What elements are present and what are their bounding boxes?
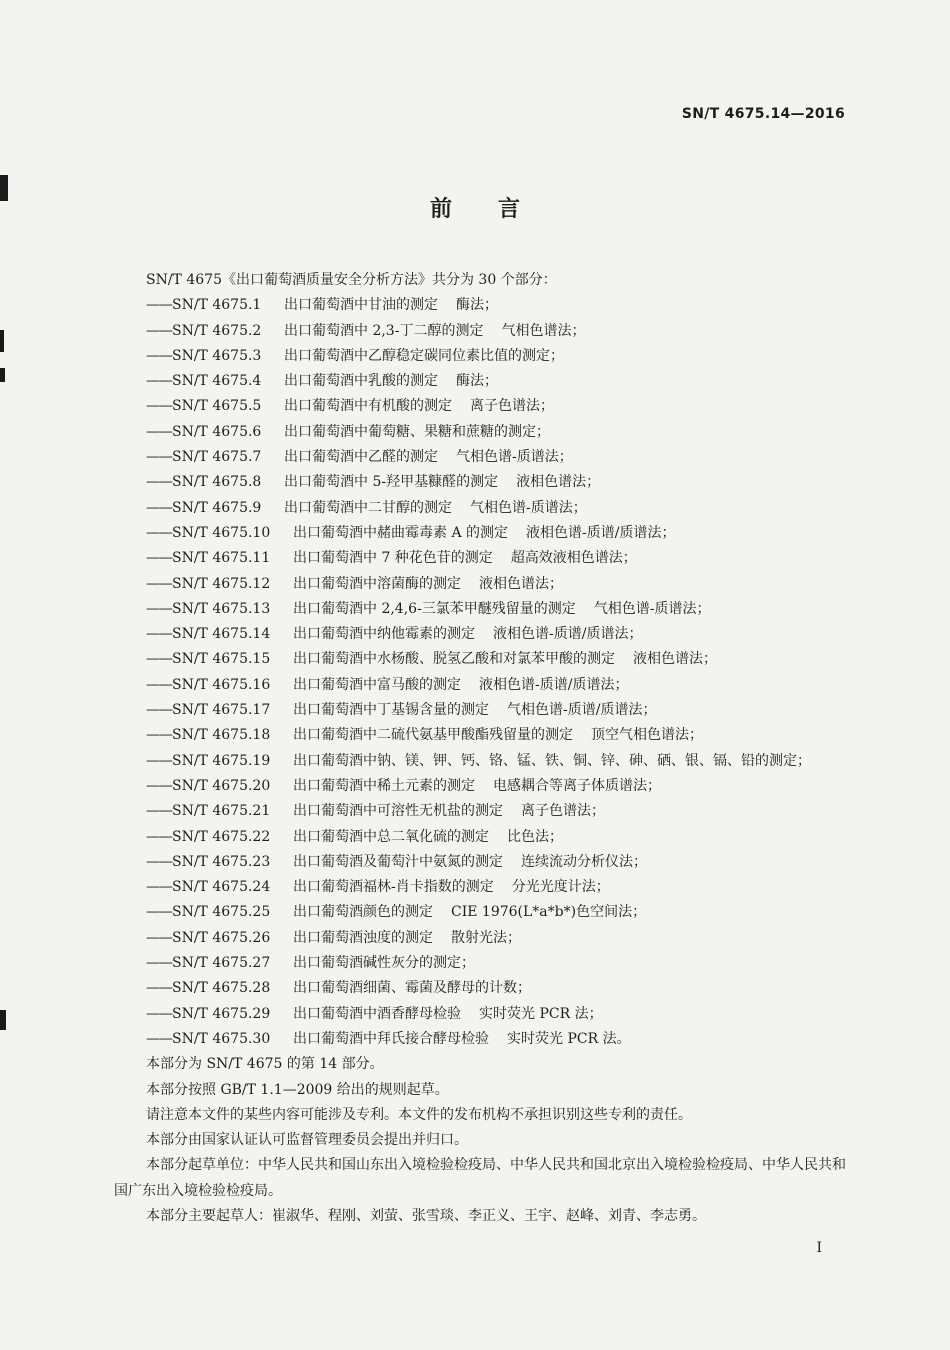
part-code: SN/T 4675.2	[172, 322, 262, 339]
part-code: SN/T 4675.24	[172, 879, 271, 896]
part-code: SN/T 4675.23	[172, 853, 271, 870]
part-dash: ——	[146, 702, 172, 719]
part-name: 出口葡萄酒中钠、镁、钾、钙、铬、锰、铁、铜、锌、砷、硒、银、镉、铅的测定；	[293, 752, 811, 769]
part-item	[114, 445, 854, 470]
foreword-paragraph: 本部分按照 GB/T 1.1—2009 给出的规则起草。	[146, 1081, 449, 1098]
part-method: 液相色谱法；	[633, 651, 717, 668]
part-name: 出口葡萄酒福林-肖卡指数的测定	[293, 879, 494, 896]
part-code: SN/T 4675.8	[172, 474, 262, 491]
part-dash: ——	[146, 727, 172, 744]
part-dash: ——	[146, 524, 172, 541]
part-item	[114, 850, 854, 875]
part-name: 出口葡萄酒中甘油的测定	[284, 297, 438, 314]
part-name: 出口葡萄酒中酒香酵母检验	[293, 1005, 461, 1022]
part-method: 离子色谱法；	[470, 398, 554, 415]
part-method: 超高效液相色谱法；	[510, 550, 637, 567]
part-code: SN/T 4675.14	[172, 626, 271, 643]
part-name: 出口葡萄酒中 2,4,6-三氯苯甲醚残留量的测定	[293, 600, 576, 617]
binding-mark	[0, 1010, 6, 1030]
part-code: SN/T 4675.15	[172, 651, 271, 668]
part-code: SN/T 4675.27	[172, 955, 271, 972]
part-item	[114, 799, 854, 824]
part-code: SN/T 4675.13	[172, 600, 271, 617]
part-name: 出口葡萄酒中溶菌酶的测定	[293, 575, 461, 592]
part-name: 出口葡萄酒中拜氏接合酵母检验	[293, 1030, 489, 1047]
part-name: 出口葡萄酒中葡萄糖、果糖和蔗糖的测定；	[284, 423, 550, 440]
part-dash: ——	[146, 803, 172, 820]
part-dash: ——	[146, 1005, 172, 1022]
part-name: 出口葡萄酒碱性灰分的测定；	[293, 955, 475, 972]
part-item	[114, 976, 854, 1001]
part-item	[114, 723, 854, 748]
part-name: 出口葡萄酒及葡萄汁中氨氮的测定	[293, 853, 503, 870]
part-item	[114, 1027, 854, 1052]
part-dash: ——	[146, 373, 172, 390]
page-title: 前言	[429, 197, 566, 222]
part-dash: ——	[146, 575, 172, 592]
part-code: SN/T 4675.25	[172, 904, 271, 921]
part-item	[114, 369, 854, 394]
part-code: SN/T 4675.7	[172, 449, 262, 466]
standard-code: SN/T 4675.14—2016	[681, 106, 845, 122]
part-method: 酶法；	[456, 297, 498, 314]
part-name: 出口葡萄酒中乙醇稳定碳同位素比值的测定；	[284, 347, 564, 364]
part-method: 液相色谱法；	[479, 575, 563, 592]
part-item	[114, 774, 854, 799]
part-code: SN/T 4675.28	[172, 980, 271, 997]
part-method: 液相色谱-质谱/质谱法；	[526, 524, 676, 541]
part-item	[114, 900, 854, 925]
parts-list	[114, 293, 854, 1052]
part-item	[114, 470, 854, 495]
part-code: SN/T 4675.12	[172, 575, 271, 592]
part-dash: ——	[146, 626, 172, 643]
part-code: SN/T 4675.20	[172, 777, 271, 794]
part-dash: ——	[146, 879, 172, 896]
part-dash: ——	[146, 322, 172, 339]
part-name: 出口葡萄酒颜色的测定	[293, 904, 433, 921]
part-dash: ——	[146, 297, 172, 314]
part-dash: ——	[146, 550, 172, 567]
part-dash: ——	[146, 980, 172, 997]
part-code: SN/T 4675.6	[172, 423, 262, 440]
part-dash: ——	[146, 474, 172, 491]
part-item	[114, 496, 854, 521]
part-dash: ——	[146, 651, 172, 668]
part-dash: ——	[146, 1030, 172, 1047]
part-name: 出口葡萄酒中乳酸的测定	[284, 373, 438, 390]
part-item	[114, 344, 854, 369]
part-code: SN/T 4675.19	[172, 752, 271, 769]
part-item	[114, 597, 854, 622]
part-name: 出口葡萄酒中 7 种花色苷的测定	[293, 550, 493, 567]
part-name: 出口葡萄酒中 2,3-丁二醇的测定	[284, 322, 484, 339]
part-method: 气相色谱-质谱/质谱法；	[507, 702, 657, 719]
part-dash: ——	[146, 853, 172, 870]
part-code: SN/T 4675.21	[172, 803, 271, 820]
part-dash: ——	[146, 752, 172, 769]
part-item	[114, 698, 854, 723]
parts-intro: SN/T 4675《出口葡萄酒质量安全分析方法》共分为 30 个部分：	[146, 272, 557, 288]
part-code: SN/T 4675.29	[172, 1005, 271, 1022]
part-name: 出口葡萄酒中二甘醇的测定	[284, 499, 452, 516]
part-code: SN/T 4675.5	[172, 398, 262, 415]
part-method: 酶法；	[456, 373, 498, 390]
foreword-paragraph: 请注意本文件的某些内容可能涉及专利。本文件的发布机构不承担识别这些专利的责任。	[146, 1106, 692, 1123]
part-method: 实时荧光 PCR 法；	[479, 1005, 603, 1022]
part-dash: ——	[146, 676, 172, 693]
part-item	[114, 319, 854, 344]
part-code: SN/T 4675.16	[172, 676, 271, 693]
part-item	[114, 825, 854, 850]
part-method: 气相色谱-质谱法；	[470, 499, 587, 516]
part-item	[114, 673, 854, 698]
binding-mark	[0, 330, 4, 352]
foreword-paragraph: 本部分主要起草人：崔淑华、程刚、刘萤、张雪琰、李正义、王宇、赵峰、刘青、李志勇。	[146, 1207, 706, 1224]
part-method: 连续流动分析仪法；	[521, 853, 647, 870]
part-name: 出口葡萄酒中纳他霉素的测定	[293, 626, 475, 643]
binding-mark	[0, 368, 5, 382]
part-method: CIE 1976(L*a*b*)色空间法；	[451, 904, 647, 921]
part-dash: ——	[146, 347, 172, 364]
part-item	[114, 293, 854, 318]
part-item	[114, 420, 854, 445]
part-dash: ——	[146, 398, 172, 415]
part-name: 出口葡萄酒细菌、霉菌及酵母的计数；	[293, 980, 531, 997]
foreword-paragraph: 本部分为 SN/T 4675 的第 14 部分。	[146, 1056, 384, 1073]
part-name: 出口葡萄酒中 5-羟甲基糠醛的测定	[284, 474, 499, 491]
part-code: SN/T 4675.18	[172, 727, 271, 744]
part-item	[114, 622, 854, 647]
part-method: 气相色谱-质谱法；	[593, 600, 711, 617]
part-method: 液相色谱法；	[516, 474, 601, 491]
part-dash: ——	[146, 929, 172, 946]
part-name: 出口葡萄酒中水杨酸、脱氢乙酸和对氯苯甲酸的测定	[293, 651, 615, 668]
page-number: I	[816, 1240, 822, 1256]
part-name: 出口葡萄酒中二硫代氨基甲酸酯残留量的测定	[293, 727, 573, 744]
part-method: 液相色谱-质谱/质谱法；	[479, 676, 629, 693]
part-name: 出口葡萄酒中乙醛的测定	[284, 449, 438, 466]
part-code: SN/T 4675.26	[172, 929, 271, 946]
part-dash: ——	[146, 828, 172, 845]
part-method: 顶空气相色谱法；	[591, 727, 703, 744]
foreword-paragraphs	[114, 1052, 854, 1229]
part-name: 出口葡萄酒中可溶性无机盐的测定	[293, 803, 503, 820]
part-method: 散射光法；	[451, 929, 521, 946]
part-dash: ——	[146, 904, 172, 921]
part-item	[114, 572, 854, 597]
part-method: 液相色谱-质谱/质谱法；	[493, 626, 643, 643]
part-dash: ——	[146, 449, 172, 466]
part-dash: ——	[146, 499, 172, 516]
part-item	[114, 951, 854, 976]
part-method: 分光光度计法；	[511, 879, 610, 896]
part-code: SN/T 4675.1	[172, 297, 262, 314]
part-item	[114, 546, 854, 571]
part-name: 出口葡萄酒中稀土元素的测定	[293, 777, 475, 794]
part-code: SN/T 4675.10	[172, 524, 271, 541]
foreword-paragraph: 本部分由国家认证认可监督管理委员会提出并归口。	[146, 1132, 468, 1149]
part-method: 气相色谱法；	[501, 322, 586, 339]
part-method: 气相色谱-质谱法；	[456, 449, 573, 466]
part-code: SN/T 4675.3	[172, 347, 262, 364]
part-method: 实时荧光 PCR 法。	[507, 1030, 631, 1047]
part-code: SN/T 4675.30	[172, 1030, 271, 1047]
part-dash: ——	[146, 955, 172, 972]
part-code: SN/T 4675.4	[172, 373, 262, 390]
part-item	[114, 521, 854, 546]
part-dash: ——	[146, 423, 172, 440]
foreword-paragraph: 本部分起草单位：中华人民共和国山东出入境检验检疫局、中华人民共和国北京出入境检验检疫局、中华人民共和国广东出入境检验检疫局。	[114, 1157, 846, 1199]
part-code: SN/T 4675.17	[172, 702, 271, 719]
part-code: SN/T 4675.22	[172, 828, 271, 845]
part-name: 出口葡萄酒中丁基锡含量的测定	[293, 702, 489, 719]
part-dash: ——	[146, 600, 172, 617]
part-name: 出口葡萄酒中赭曲霉毒素 A 的测定	[293, 524, 509, 541]
part-method: 离子色谱法；	[521, 803, 605, 820]
part-name: 出口葡萄酒浊度的测定	[293, 929, 433, 946]
part-item	[114, 875, 854, 900]
part-item	[114, 926, 854, 951]
part-method: 比色法；	[507, 828, 563, 845]
foreword-body	[114, 268, 854, 1229]
part-code: SN/T 4675.9	[172, 499, 262, 516]
part-dash: ——	[146, 777, 172, 794]
part-item	[114, 749, 854, 774]
part-name: 出口葡萄酒中总二氧化硫的测定	[293, 828, 489, 845]
part-item	[114, 1002, 854, 1027]
part-method: 电感耦合等离子体质谱法；	[493, 777, 661, 794]
part-code: SN/T 4675.11	[172, 550, 271, 567]
part-item	[114, 394, 854, 419]
part-item	[114, 647, 854, 672]
part-name: 出口葡萄酒中富马酸的测定	[293, 676, 461, 693]
part-name: 出口葡萄酒中有机酸的测定	[284, 398, 452, 415]
